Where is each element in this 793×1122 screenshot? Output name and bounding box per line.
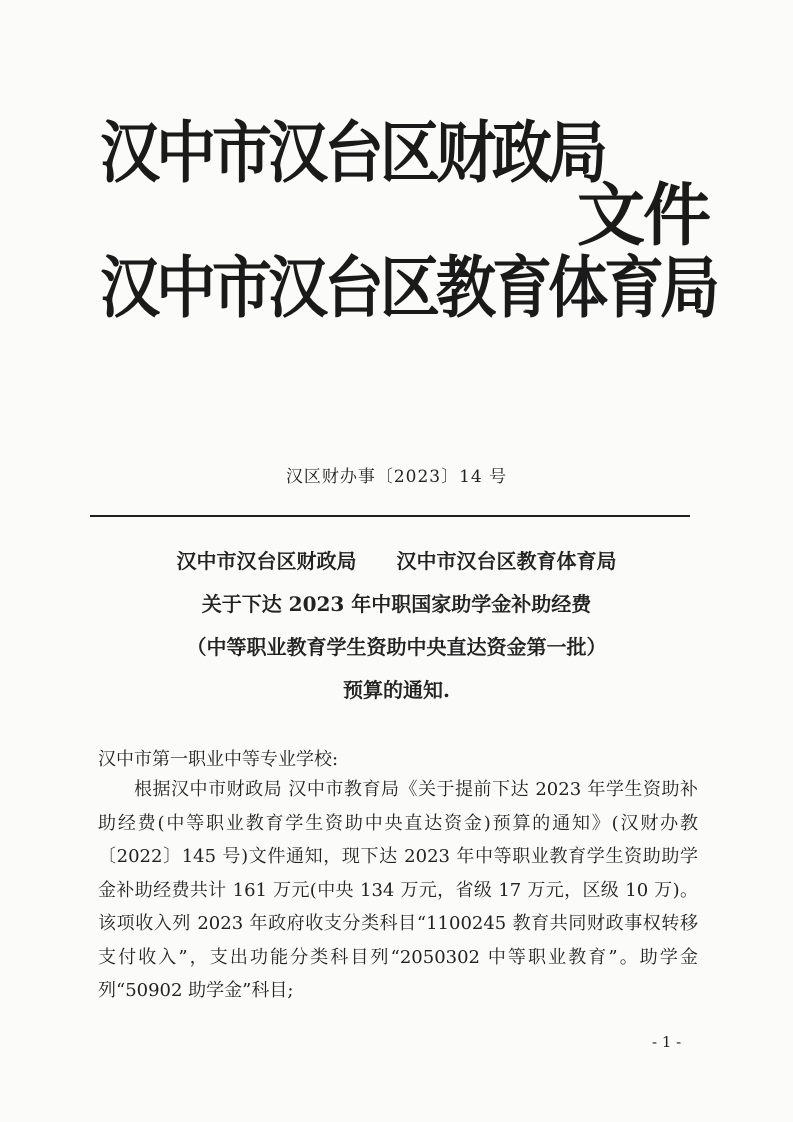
header-divider bbox=[90, 515, 690, 517]
issuer-education-bureau: 汉中市汉台区教育体育局 bbox=[100, 249, 716, 328]
title-line-subtitle: （中等职业教育学生资助中央直达资金第一批） bbox=[186, 635, 607, 659]
addressee: 汉中市第一职业中等专业学校: bbox=[98, 749, 339, 770]
title-line-issuers: 汉中市汉台区财政局 汉中市汉台区教育体育局 bbox=[176, 549, 617, 573]
document-number: 汉区财办事〔2023〕14 号 bbox=[285, 467, 508, 487]
body-paragraph: 根据汉中市财政局 汉中市教育局《关于提前下达 2023 年学生资助补助经费(中等职业教育学生资助中央直达资金)预算的通知》(汉财办教〔2022〕145 号)文件通知，现下达 2023 年中等职业教育学生资助助学金补助经费共计 161 万元(中央 134 万元，省级 17 万元，区级 10 万)。该项收入列 2023 年政府收支分类科目“1100245 教育共同财政事权转移支付收入”，支出功能分类科目列“2050302 中等职业教育”。助学金列“50902 助学金”科目; bbox=[98, 779, 698, 1001]
document-label: 文件 bbox=[577, 177, 710, 256]
title-line-subject: 关于下达 2023 年中职国家助学金补助经费 bbox=[201, 592, 592, 616]
issuer-finance-bureau: 汉中市汉台区财政局 bbox=[100, 114, 604, 193]
title-line-notice: 预算的通知. bbox=[343, 678, 450, 702]
page-number: - 1 - bbox=[652, 1033, 682, 1051]
